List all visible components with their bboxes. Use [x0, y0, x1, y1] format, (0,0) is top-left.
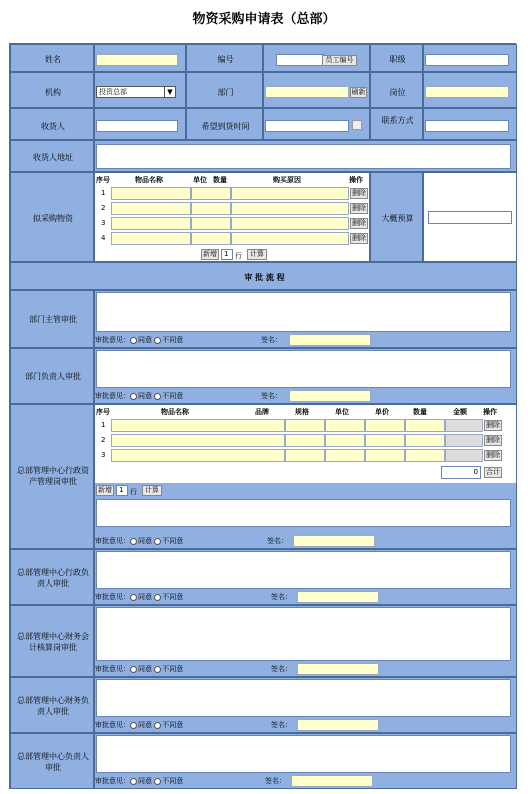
disagree-label: 不同意	[162, 665, 184, 673]
post-input[interactable]	[425, 86, 509, 98]
sign-input[interactable]	[293, 535, 375, 547]
disagree-radio[interactable]	[154, 722, 161, 729]
sign-label: 签名：	[271, 665, 292, 673]
dept-label-cell	[186, 72, 263, 108]
asset-unit-input[interactable]	[325, 419, 365, 432]
item-reason-input[interactable]	[231, 217, 349, 230]
expected-time-label-cell	[186, 108, 263, 140]
receiver-label: 收货人	[41, 122, 65, 131]
finance-head-label: 总部管理中心财务负责人审批	[17, 696, 89, 716]
budget-input[interactable]	[428, 211, 512, 224]
agree-label: 同意	[138, 537, 152, 545]
agree-radio[interactable]	[130, 393, 137, 400]
expected-time-input-cell	[263, 108, 370, 140]
disagree-radio[interactable]	[154, 666, 161, 673]
row-index: 3	[101, 451, 106, 459]
delete-button[interactable]: 删除	[486, 451, 500, 459]
dept-manager-label-cell	[10, 290, 94, 348]
opinion-label: 审批意见：	[95, 721, 130, 729]
opinion-textarea[interactable]	[96, 292, 511, 332]
sign-label: 签名：	[271, 593, 292, 601]
address-label-cell	[10, 140, 94, 172]
sign-input[interactable]	[291, 775, 373, 787]
asset-price-input[interactable]	[365, 449, 405, 462]
center-head-label-cell	[10, 733, 94, 789]
sign-label: 签名：	[267, 537, 288, 545]
row-count-input[interactable]: 1	[221, 249, 233, 260]
item-unit-input[interactable]	[191, 187, 231, 200]
delete-button[interactable]: 删除	[352, 219, 366, 227]
col-reason: 购买原因	[273, 176, 301, 184]
budget-label-cell	[370, 172, 423, 262]
asset-spec-input[interactable]	[285, 419, 325, 432]
admin-asset-label: 总部管理中心行政资产管理岗审批	[17, 466, 89, 486]
agree-radio[interactable]	[130, 722, 137, 729]
total-button[interactable]: 合计	[486, 468, 500, 476]
name-input[interactable]	[96, 54, 178, 66]
asset-table	[95, 405, 516, 483]
post-label: 岗位	[389, 88, 406, 97]
address-input[interactable]	[96, 144, 511, 169]
sign-label: 签名：	[265, 777, 286, 785]
add-row-button[interactable]: 新增	[98, 486, 112, 494]
dept-input[interactable]	[265, 86, 349, 98]
receiver-label-cell	[10, 108, 94, 140]
col-price: 单价	[375, 408, 389, 416]
calendar-icon[interactable]	[352, 120, 362, 130]
sign-label: 签名：	[261, 336, 282, 344]
disagree-label: 不同意	[162, 721, 184, 729]
admin-head-label-cell	[10, 549, 94, 605]
delete-button[interactable]: 删除	[486, 436, 500, 444]
dept-label: 部门	[217, 88, 234, 97]
admin-head-area	[94, 549, 517, 605]
dept-manager-area	[94, 290, 517, 348]
sign-input[interactable]	[297, 591, 379, 603]
asset-name-input[interactable]	[111, 434, 285, 447]
opinion-label: 审批意见：	[95, 392, 130, 400]
flow-title: 审 批 流 程	[244, 273, 285, 282]
col-index: 序号	[96, 408, 110, 416]
asset-unit-input[interactable]	[325, 434, 365, 447]
opinion-label: 审批意见：	[95, 777, 130, 785]
opinion-textarea[interactable]	[96, 679, 511, 717]
col-action: 操作	[483, 408, 497, 416]
asset-qty-input[interactable]	[405, 434, 445, 447]
position-input-cell	[423, 44, 517, 72]
row-count-input[interactable]: 1	[116, 485, 128, 496]
sign-label: 签名：	[271, 721, 292, 729]
item-reason-input[interactable]	[231, 202, 349, 215]
contact-label-cell	[370, 108, 423, 140]
disagree-label: 不同意	[162, 537, 184, 545]
row-unit-label: 行	[235, 252, 242, 260]
position-label: 职级	[389, 55, 406, 64]
dept-head-area	[94, 348, 517, 404]
budget-label: 大概预算	[381, 214, 414, 223]
asset-spec-input[interactable]	[285, 434, 325, 447]
disagree-radio[interactable]	[154, 393, 161, 400]
agree-label: 同意	[138, 777, 152, 785]
opinion-label: 审批意见：	[95, 665, 130, 673]
contact-label: 联系方式	[381, 116, 414, 125]
delete-button[interactable]: 删除	[352, 234, 366, 242]
address-input-cell	[94, 140, 517, 172]
receiver-input[interactable]	[96, 120, 178, 132]
opinion-label: 审批意见：	[95, 593, 130, 601]
agree-label: 同意	[138, 593, 152, 601]
contact-input-cell	[423, 108, 517, 140]
agree-label: 同意	[138, 392, 152, 400]
calc-button[interactable]: 计算	[142, 485, 162, 496]
disagree-label: 不同意	[162, 336, 184, 344]
col-qty: 数量	[413, 408, 427, 416]
center-head-label: 总部管理中心负责人审批	[17, 752, 89, 772]
receiver-input-cell	[94, 108, 186, 140]
item-unit-input[interactable]	[191, 202, 231, 215]
sign-input[interactable]	[297, 719, 379, 731]
item-name-input[interactable]	[111, 187, 191, 200]
flow-title-cell	[10, 262, 517, 290]
col-spec: 规格	[295, 408, 309, 416]
finance-acc-label: 总部管理中心财务会计核算岗审批	[17, 632, 89, 652]
disagree-label: 不同意	[162, 593, 184, 601]
row-unit-label: 行	[130, 488, 137, 496]
row-index: 2	[101, 204, 106, 212]
plan-items-table	[94, 172, 370, 262]
agree-label: 同意	[138, 336, 152, 344]
add-row-button[interactable]: 新增	[203, 250, 217, 258]
calc-button[interactable]: 计算	[247, 249, 267, 260]
approval-row	[95, 536, 183, 546]
sign-label: 签名：	[261, 392, 282, 400]
form-frame	[9, 43, 516, 789]
name-input-cell	[94, 44, 186, 72]
opinion-textarea[interactable]	[96, 735, 511, 773]
opinion-textarea[interactable]	[96, 607, 511, 661]
agree-label: 同意	[138, 721, 152, 729]
position-input[interactable]	[425, 54, 509, 66]
plan-items-label-cell	[10, 172, 94, 262]
delete-button[interactable]: 删除	[352, 204, 366, 212]
address-label: 收货人地址	[33, 153, 73, 162]
admin-asset-area	[94, 404, 517, 549]
row-index: 3	[101, 219, 106, 227]
col-unit: 单位	[193, 176, 207, 184]
col-index: 序号	[96, 176, 110, 184]
asset-qty-input[interactable]	[405, 449, 445, 462]
item-unit-input[interactable]	[191, 232, 231, 245]
dept-manager-label: 部门主管审批	[29, 315, 77, 324]
dept-head-label-cell	[10, 348, 94, 404]
finance-acc-area	[94, 605, 517, 677]
post-label-cell	[370, 72, 423, 108]
contact-input[interactable]	[425, 120, 509, 132]
col-brand: 品牌	[255, 408, 269, 416]
org-label: 机构	[45, 88, 61, 97]
row-index: 4	[101, 234, 106, 242]
org-select[interactable]	[96, 86, 176, 98]
employee-number-button[interactable]: 员工编号	[322, 55, 357, 66]
dept-input-cell	[263, 72, 370, 108]
number-input[interactable]	[276, 54, 324, 66]
item-name-input[interactable]	[111, 217, 191, 230]
row-index: 1	[101, 189, 106, 197]
col-qty: 数量	[213, 176, 227, 184]
plan-items-label: 拟采购物资	[33, 214, 73, 223]
delete-button[interactable]: 删除	[486, 421, 500, 429]
asset-name-input[interactable]	[111, 419, 285, 432]
page-title: 物资采购申请表（总部）	[192, 12, 336, 27]
expected-time-input[interactable]	[265, 120, 349, 132]
item-unit-input[interactable]	[191, 217, 231, 230]
row-index: 2	[101, 436, 106, 444]
disagree-radio[interactable]	[154, 337, 161, 344]
number-input-cell	[263, 44, 370, 72]
approval-row	[95, 335, 183, 345]
admin-asset-label-cell	[10, 404, 94, 549]
col-unit: 单位	[335, 408, 349, 416]
number-label-cell	[186, 44, 263, 72]
center-head-area	[94, 733, 517, 789]
agree-label: 同意	[138, 665, 152, 673]
row-index: 1	[101, 421, 106, 429]
dept-head-label: 部门负责人审批	[25, 372, 81, 381]
approval-row	[95, 720, 183, 730]
asset-price-input[interactable]	[365, 419, 405, 432]
position-label-cell	[370, 44, 423, 72]
col-item-name: 物品名称	[135, 176, 163, 184]
sign-input[interactable]	[289, 334, 371, 346]
opinion-textarea[interactable]	[96, 350, 511, 388]
asset-amount-field	[445, 449, 483, 462]
disagree-label: 不同意	[162, 392, 184, 400]
disagree-radio[interactable]	[154, 594, 161, 601]
disagree-radio[interactable]	[154, 778, 161, 785]
asset-amount-field	[445, 434, 483, 447]
opinion-textarea[interactable]	[96, 499, 511, 527]
asset-qty-input[interactable]	[405, 419, 445, 432]
total-amount-field: 0	[441, 466, 481, 479]
delete-button[interactable]: 删除	[352, 189, 366, 197]
admin-head-label: 总部管理中心行政负责人审批	[17, 568, 89, 588]
disagree-radio[interactable]	[154, 538, 161, 545]
asset-spec-input[interactable]	[285, 449, 325, 462]
name-label: 姓名	[45, 55, 61, 64]
agree-radio[interactable]	[130, 538, 137, 545]
agree-radio[interactable]	[130, 337, 137, 344]
asset-name-input[interactable]	[111, 449, 285, 462]
org-select-cell	[94, 72, 186, 108]
opinion-textarea[interactable]	[96, 551, 511, 589]
asset-price-input[interactable]	[365, 434, 405, 447]
finance-head-area	[94, 677, 517, 733]
org-select-value: 投资总部	[99, 88, 127, 96]
approval-row	[95, 592, 183, 602]
number-label: 编号	[217, 55, 234, 64]
refresh-button[interactable]: 刷新	[351, 88, 366, 96]
item-name-input[interactable]	[111, 232, 191, 245]
org-label-cell	[10, 72, 94, 108]
finance-acc-label-cell	[10, 605, 94, 677]
item-reason-input[interactable]	[231, 187, 349, 200]
agree-radio[interactable]	[130, 778, 137, 785]
finance-head-label-cell	[10, 677, 94, 733]
item-name-input[interactable]	[111, 202, 191, 215]
col-item-name: 物品名称	[161, 408, 189, 416]
asset-unit-input[interactable]	[325, 449, 365, 462]
sign-input[interactable]	[297, 663, 379, 675]
budget-input-cell	[423, 172, 517, 262]
expected-time-label: 希望到货时间	[201, 122, 250, 131]
sign-input[interactable]	[289, 390, 371, 402]
agree-radio[interactable]	[130, 594, 137, 601]
approval-row	[95, 664, 183, 674]
item-reason-input[interactable]	[231, 232, 349, 245]
col-action: 操作	[349, 176, 363, 184]
post-input-cell	[423, 72, 517, 108]
opinion-label: 审批意见：	[95, 336, 130, 344]
disagree-label: 不同意	[162, 777, 184, 785]
opinion-label: 审批意见：	[95, 537, 130, 545]
agree-radio[interactable]	[130, 666, 137, 673]
asset-amount-field	[445, 419, 483, 432]
chevron-down-icon: ▼	[164, 87, 175, 97]
approval-row	[95, 776, 183, 786]
col-amount: 金额	[453, 408, 467, 416]
name-label-cell	[10, 44, 94, 72]
approval-row	[95, 391, 183, 401]
